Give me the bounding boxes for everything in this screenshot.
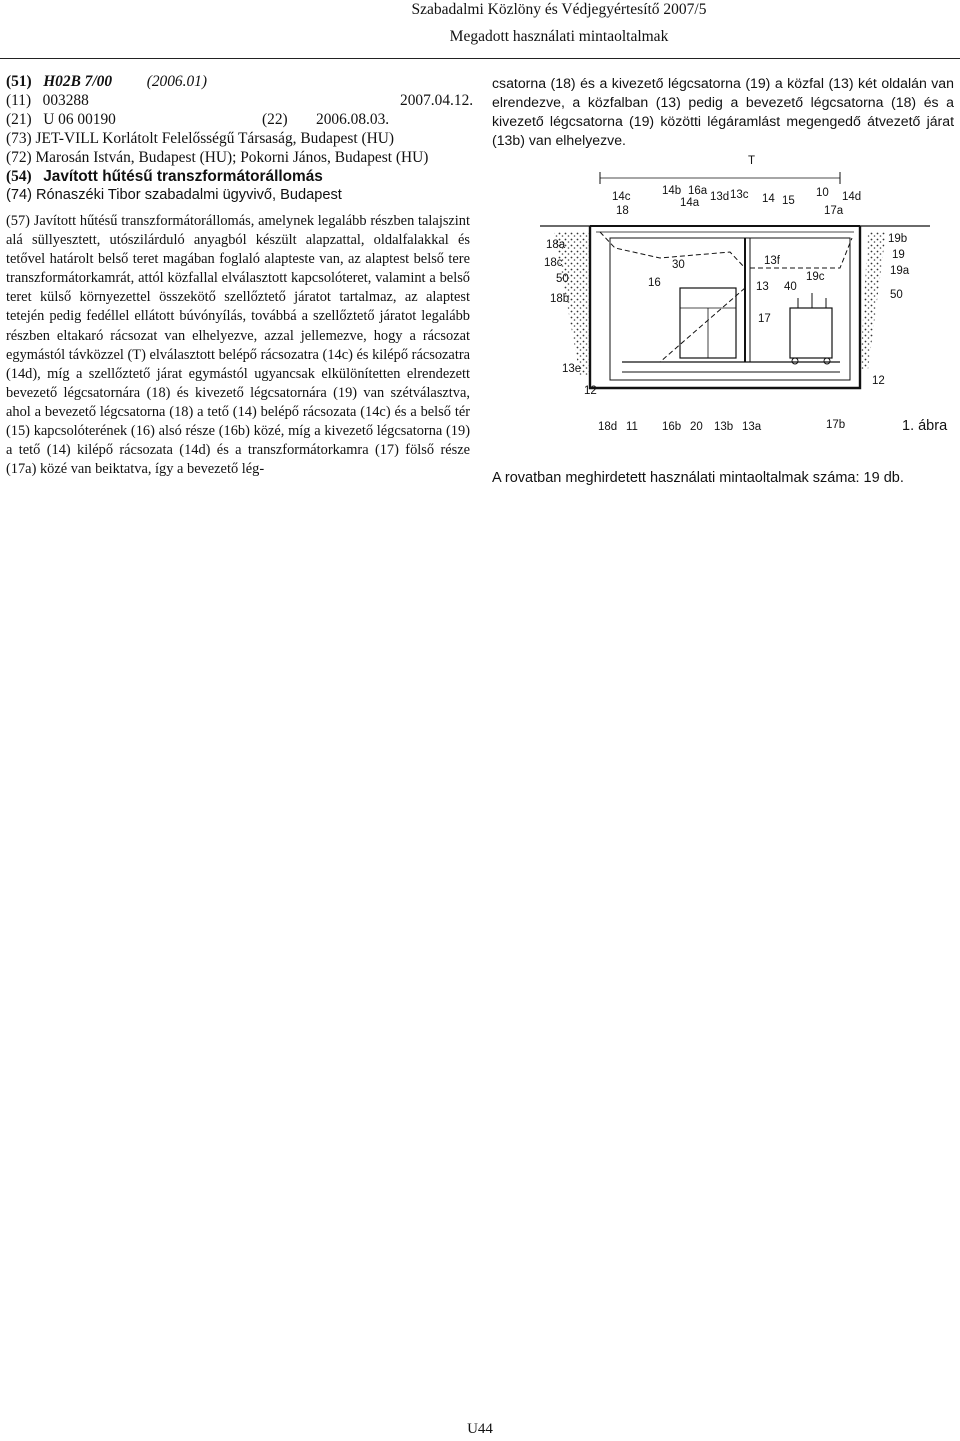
station-body: [590, 226, 860, 388]
label-15: 15: [782, 195, 795, 207]
label-14a: 14a: [680, 197, 700, 209]
label-19c: 19c: [806, 271, 825, 283]
abstract-right: csatorna (18) és a kivezető légcsatorna (19) a közfal (13) két oldalán van elrendezve, a közfalban (13) pedig a bevezető légcsatorna (18) és a kivezető légcsatorna (19) közötti légáramlást megengedő átvezető járat (13b) van elhelyezve.: [492, 75, 954, 148]
label-13a: 13a: [742, 421, 762, 433]
label-13e: 13e: [562, 363, 582, 375]
summary-count: A rovatban meghirdetett használati mintaoltalmak száma: 19 db.: [492, 470, 904, 486]
label-T: T: [748, 155, 756, 167]
field-54-code: (54): [6, 168, 32, 185]
label-18c: 18c: [544, 257, 563, 269]
label-16a: 16a: [688, 185, 708, 197]
label-12-left: 12: [584, 385, 597, 397]
label-18d: 18d: [598, 421, 618, 433]
label-12-right: 12: [872, 375, 885, 387]
label-11: 11: [626, 421, 638, 433]
filing-date: 2006.08.03.: [316, 111, 390, 128]
field-73-owner: (73) JET-VILL Korlátolt Felelősségű Társaság, Budapest (HU): [6, 130, 394, 147]
header-rule: [0, 58, 960, 59]
label-14d: 14d: [842, 191, 862, 203]
figure-caption: 1. ábra: [902, 418, 948, 434]
label-14c: 14c: [612, 191, 631, 203]
page-number: U44: [467, 1421, 493, 1437]
label-13f: 13f: [764, 255, 780, 267]
label-18a: 18a: [546, 239, 566, 251]
bibliographic-data: [6, 72, 474, 205]
label-19: 19: [892, 249, 905, 261]
label-14b: 14b: [662, 185, 682, 197]
registration-number: 003288: [42, 92, 89, 109]
label-19a: 19a: [890, 265, 910, 277]
label-20: 20: [690, 421, 703, 433]
label-50-right: 50: [890, 289, 903, 301]
label-17a: 17a: [824, 205, 844, 217]
field-21-code: (21): [6, 111, 32, 128]
field-72-inventors: (72) Marosán István, Budapest (HU); Pokorni János, Budapest (HU): [6, 149, 429, 166]
field-21-22: [6, 110, 470, 129]
technical-drawing: [540, 148, 960, 448]
label-17b: 17b: [826, 419, 846, 431]
field-22-code: (22): [262, 111, 288, 128]
transformer: [790, 308, 832, 358]
field-51: [6, 72, 470, 91]
label-17: 17: [758, 313, 771, 325]
field-54: [6, 167, 470, 186]
ipc-class: H02B 7/00: [43, 73, 113, 90]
inner-space: [610, 238, 850, 380]
application-number: U 06 00190: [43, 111, 116, 128]
field-74-agent: (74) Rónaszéki Tibor szabadalmi ügyvivő, Budapest: [6, 187, 342, 203]
label-13d: 13d: [710, 191, 730, 203]
invention-title: Javított hűtésű transzformátorállomás: [43, 168, 323, 185]
label-16: 16: [648, 277, 661, 289]
ipc-version: (2006.01): [146, 73, 207, 90]
label-19b: 19b: [888, 233, 908, 245]
label-40: 40: [784, 281, 797, 293]
label-18: 18: [616, 205, 629, 217]
abstract-left: (57) Javított hűtésű transzformátorállomás, amelynek legalább részben talajszint alá süllyesztett, utószilárduló anyagból készült alapzattal, oldalfalakkal és tetővel határolt belső teret magában foglaló alapteste van, az alaptest belső tere transzformátorkamrát, attól közfallal elválasztott kapcsolóteret, valamint a belső teret külső környezettel összekötő szellőztető járatot tartalmaz, az alaptest tetején pedig fedéllel ellátott búvónyílás, továbbá a szellőztető járatot legalább részben eltakaró rácsozat van elhelyezve, azzal jellemezve, hogy a rácsozat egymástól távközzel (T) elválasztott belépő rácsozatra (14c) és kilépő rácsozatra (14d), míg a szellőztető járat egymástól ugyancsak elkülönítetten elrendezett bevezető légcsatornára (18) és kivezető légcsatornára (19) van szétválasztva, ahol a bevezető légcsatorna (18) a tető (14) belépő rácsozata (14c) és a belső tér (15) kapcsolóterének (16) alsó része (16b) közé, míg a kivezető légcsatorna (19) a tető (14) kilépő rácsozata (14d) és a transzformátorkamra (17) fölső része (17a) közé van beiktatva, így a bevezető lég-: [6, 213, 470, 478]
label-13b: 13b: [714, 421, 734, 433]
registration-date: 2007.04.12.: [400, 92, 474, 109]
label-14: 14: [762, 193, 775, 205]
label-50-left: 50: [556, 273, 569, 285]
field-11: [6, 91, 474, 110]
field-51-code: (51): [6, 73, 32, 90]
section-title: Megadott használati mintaoltalmak: [449, 28, 669, 45]
label-10: 10: [816, 187, 829, 199]
field-11-code: (11): [6, 92, 32, 109]
soil-right: [860, 232, 886, 370]
journal-title: Szabadalmi Közlöny és Védjegyértesítő 2007/5: [411, 1, 707, 18]
label-13c: 13c: [730, 189, 749, 201]
label-30: 30: [672, 259, 685, 271]
label-13: 13: [756, 281, 769, 293]
label-18b: 18b: [550, 293, 570, 305]
label-16b: 16b: [662, 421, 682, 433]
